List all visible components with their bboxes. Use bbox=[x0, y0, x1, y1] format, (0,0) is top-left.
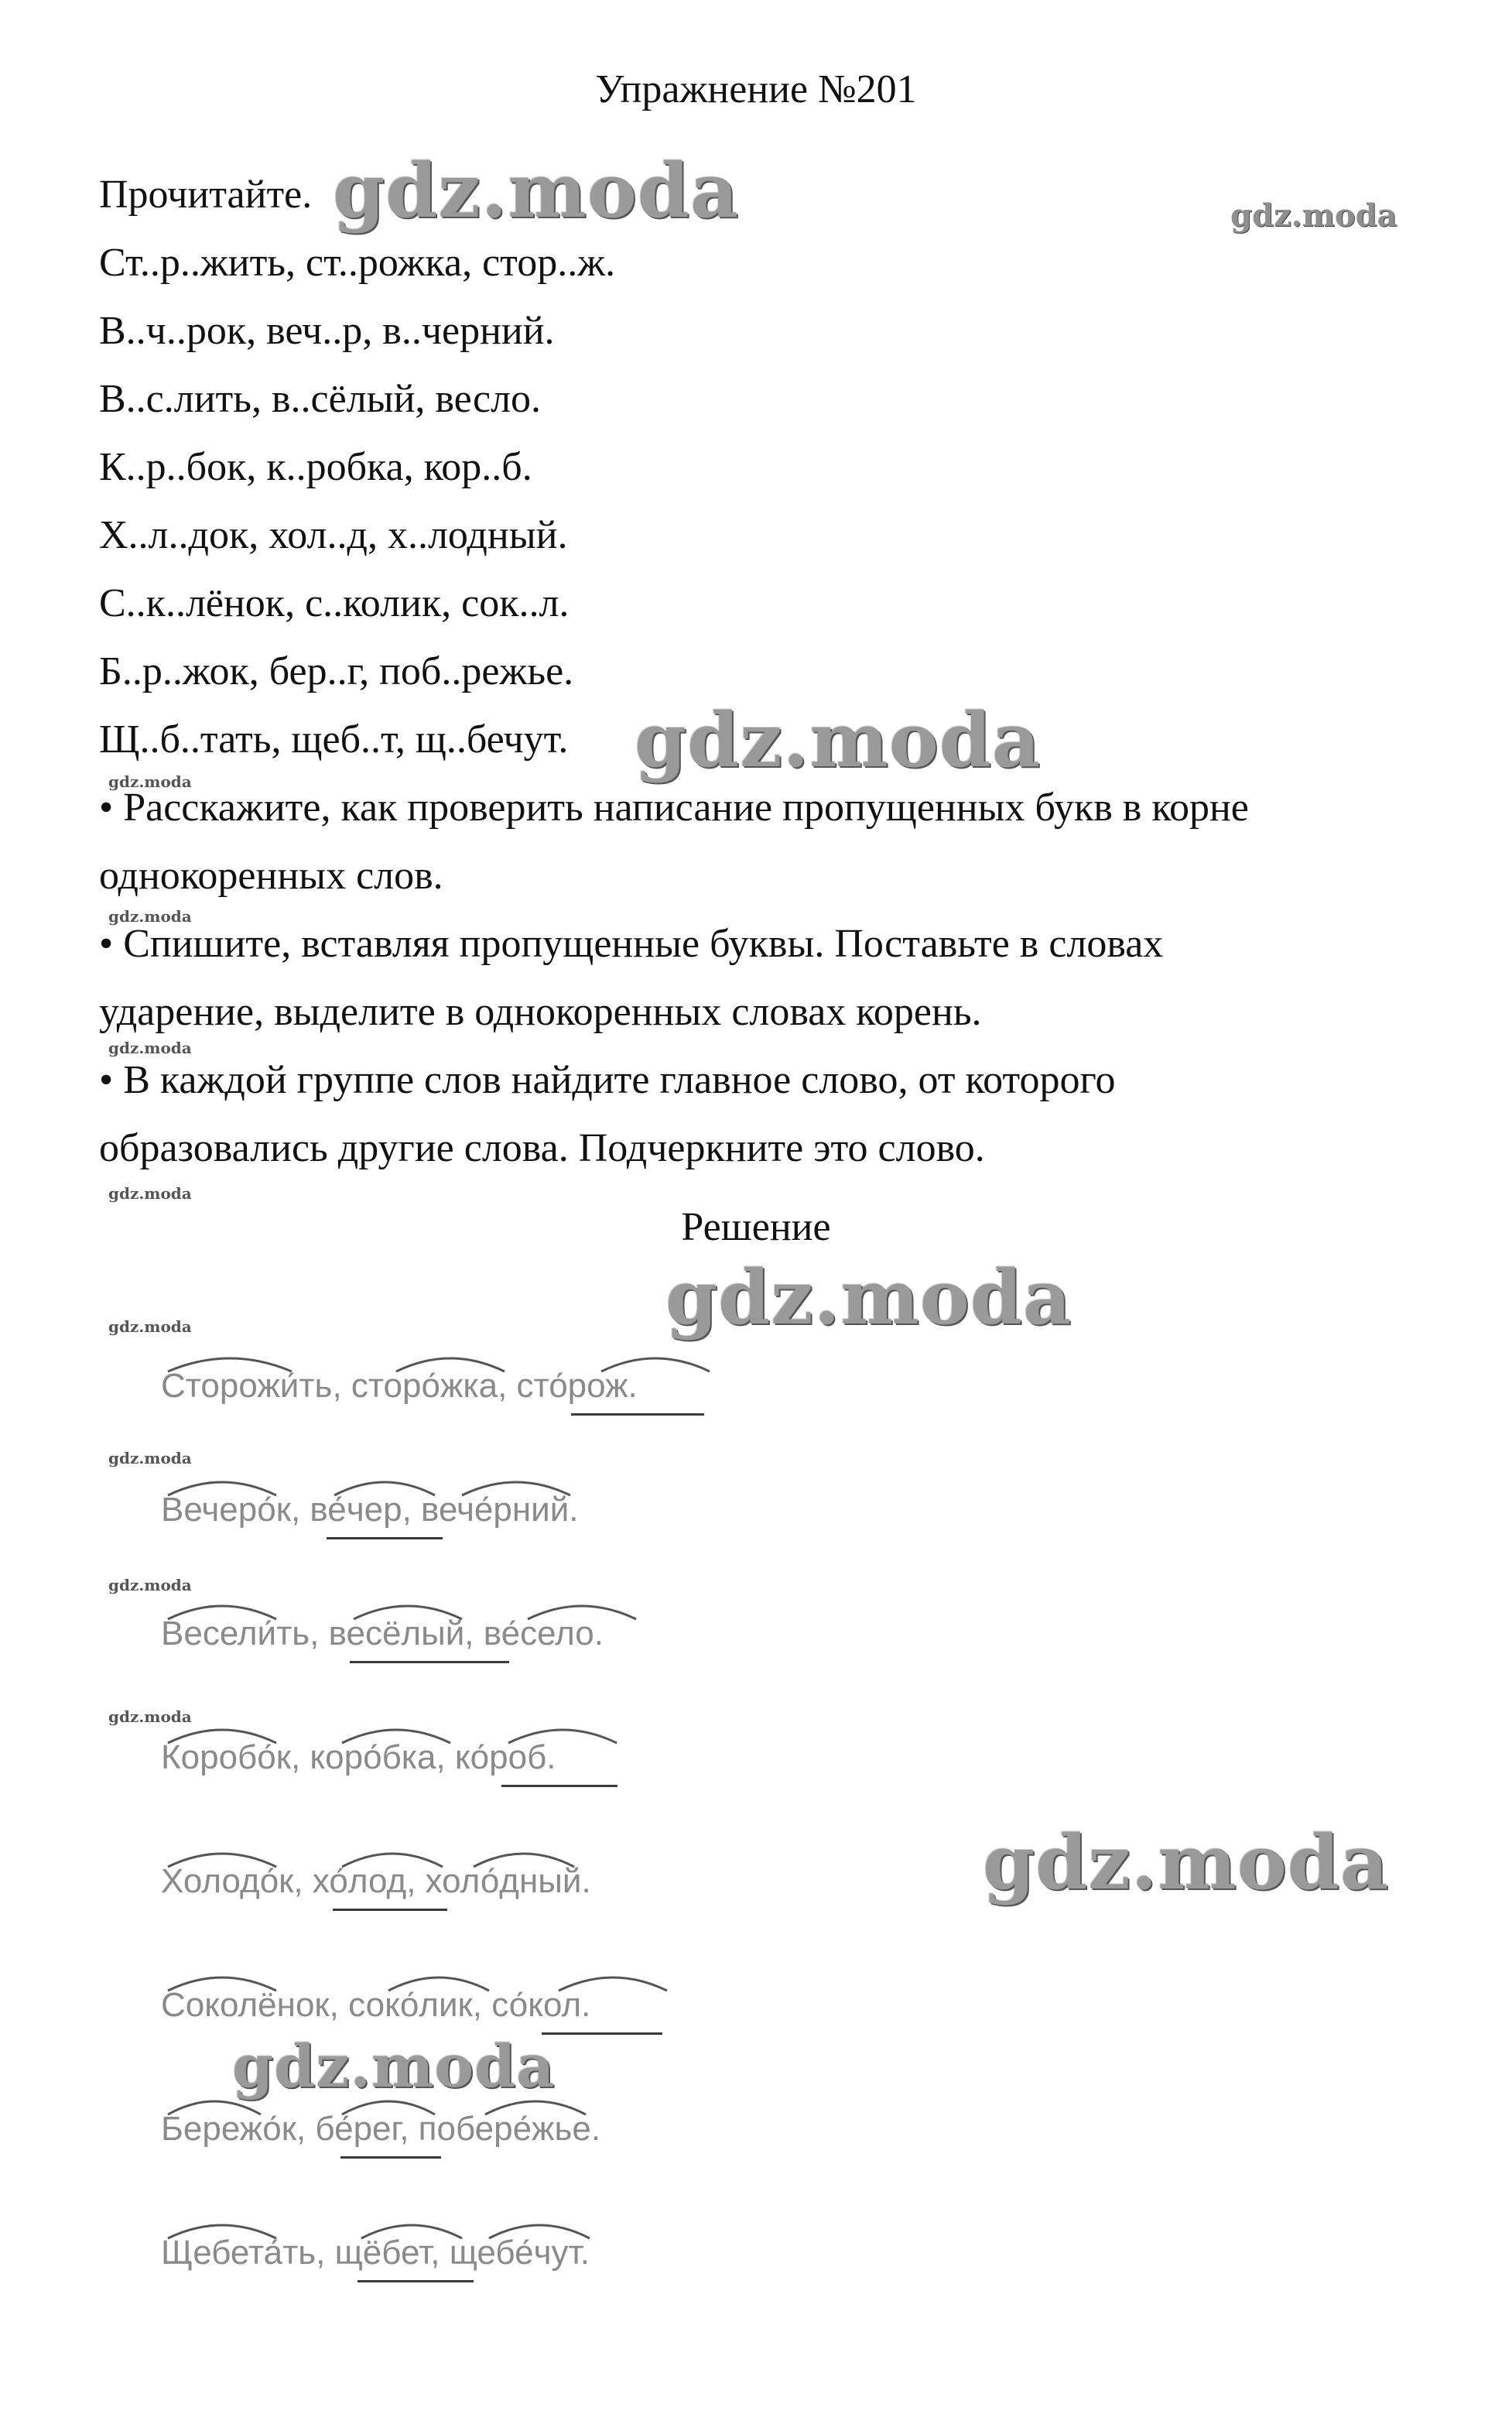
main-word-underline-1 bbox=[571, 1413, 704, 1416]
main-word-underline-6 bbox=[542, 2032, 662, 2035]
task-intro: Прочитайте. bbox=[99, 173, 313, 217]
word-group-5: Х..л..док, хол..д, х..лодный. bbox=[99, 513, 568, 557]
exercise-title: Упражнение №201 bbox=[595, 67, 917, 111]
watermark-logo: gdz.moda bbox=[232, 2032, 556, 2101]
main-word-underline-8 bbox=[357, 2280, 474, 2282]
watermark-logo: gdz.moda bbox=[108, 1707, 192, 1726]
instruction-line-2: однокоренных слов. bbox=[99, 854, 443, 898]
answer-line-3: Весели́ть, весёлый, ве́село. bbox=[161, 1614, 604, 1652]
instruction-line-1: • Расскажите, как проверить написание пропущенных букв в корне bbox=[99, 786, 1249, 830]
word-group-4: К..р..бок, к..робка, кор..б. bbox=[99, 445, 532, 489]
watermark-logo: gdz.moda bbox=[1230, 197, 1397, 234]
main-word-underline-7 bbox=[340, 2156, 441, 2159]
watermark-logo: gdz.moda bbox=[665, 1254, 1072, 1341]
solution-title: Решение bbox=[681, 1205, 831, 1249]
watermark-logo: gdz.moda bbox=[108, 772, 192, 791]
watermark-logo: gdz.moda bbox=[983, 1819, 1390, 1906]
word-group-2: В..ч..рок, веч..р, в..черний. bbox=[99, 309, 555, 353]
instruction-line-3: • Спишите, вставляя пропущенные буквы. Поставьте в словах bbox=[99, 922, 1164, 966]
watermark-logo: gdz.moda bbox=[108, 1184, 192, 1203]
watermark-logo: gdz.moda bbox=[108, 1039, 192, 1057]
watermark-logo: gdz.moda bbox=[108, 1576, 192, 1594]
answer-line-4: Коробо́к, коро́бка, ко́роб. bbox=[161, 1738, 556, 1776]
answer-line-6: Соколёнок, соко́лик, со́кол. bbox=[161, 1986, 591, 2024]
word-group-3: В..с.лить, в..сёлый, весло. bbox=[99, 377, 542, 421]
answer-line-7: Бережо́к, бе́рег, побере́жье. bbox=[161, 2110, 601, 2148]
main-word-underline-2 bbox=[327, 1537, 443, 1539]
instruction-line-5: • В каждой группе слов найдите главное слово, от которого bbox=[99, 1058, 1116, 1102]
answer-line-1: Сторожи́ть, сторо́жка, сто́рож. bbox=[161, 1367, 638, 1405]
instruction-line-6: образовались другие слова. Подчеркните это слово. bbox=[99, 1126, 985, 1170]
watermark-logo: gdz.moda bbox=[108, 1449, 192, 1467]
watermark-logo: gdz.moda bbox=[333, 147, 740, 235]
watermark-logo: gdz.moda bbox=[108, 907, 192, 926]
answer-line-2: Вечеро́к, ве́чер, вече́рний. bbox=[161, 1491, 579, 1529]
answer-line-8: Щебета́ть, щёбет, щебе́чут. bbox=[161, 2234, 590, 2272]
main-word-underline-3 bbox=[350, 1661, 509, 1663]
watermark-logo: gdz.moda bbox=[635, 697, 1042, 784]
main-word-underline-5 bbox=[333, 1909, 447, 1911]
instruction-line-4: ударение, выделите в однокоренных словах корень. bbox=[99, 990, 982, 1034]
main-word-underline-4 bbox=[501, 1785, 617, 1787]
word-group-8: Щ..б..тать, щеб..т, щ..бечут. bbox=[99, 717, 569, 762]
word-group-1: Ст..р..жить, ст..рожка, стор..ж. bbox=[99, 241, 616, 285]
answer-line-5: Холодо́к, хо́лод, холо́дный. bbox=[161, 1862, 591, 1900]
word-group-7: Б..р..жок, бер..г, поб..режье. bbox=[99, 649, 574, 693]
watermark-logo: gdz.moda bbox=[108, 1317, 192, 1336]
word-group-6: С..к..лёнок, с..колик, сок..л. bbox=[99, 581, 570, 625]
